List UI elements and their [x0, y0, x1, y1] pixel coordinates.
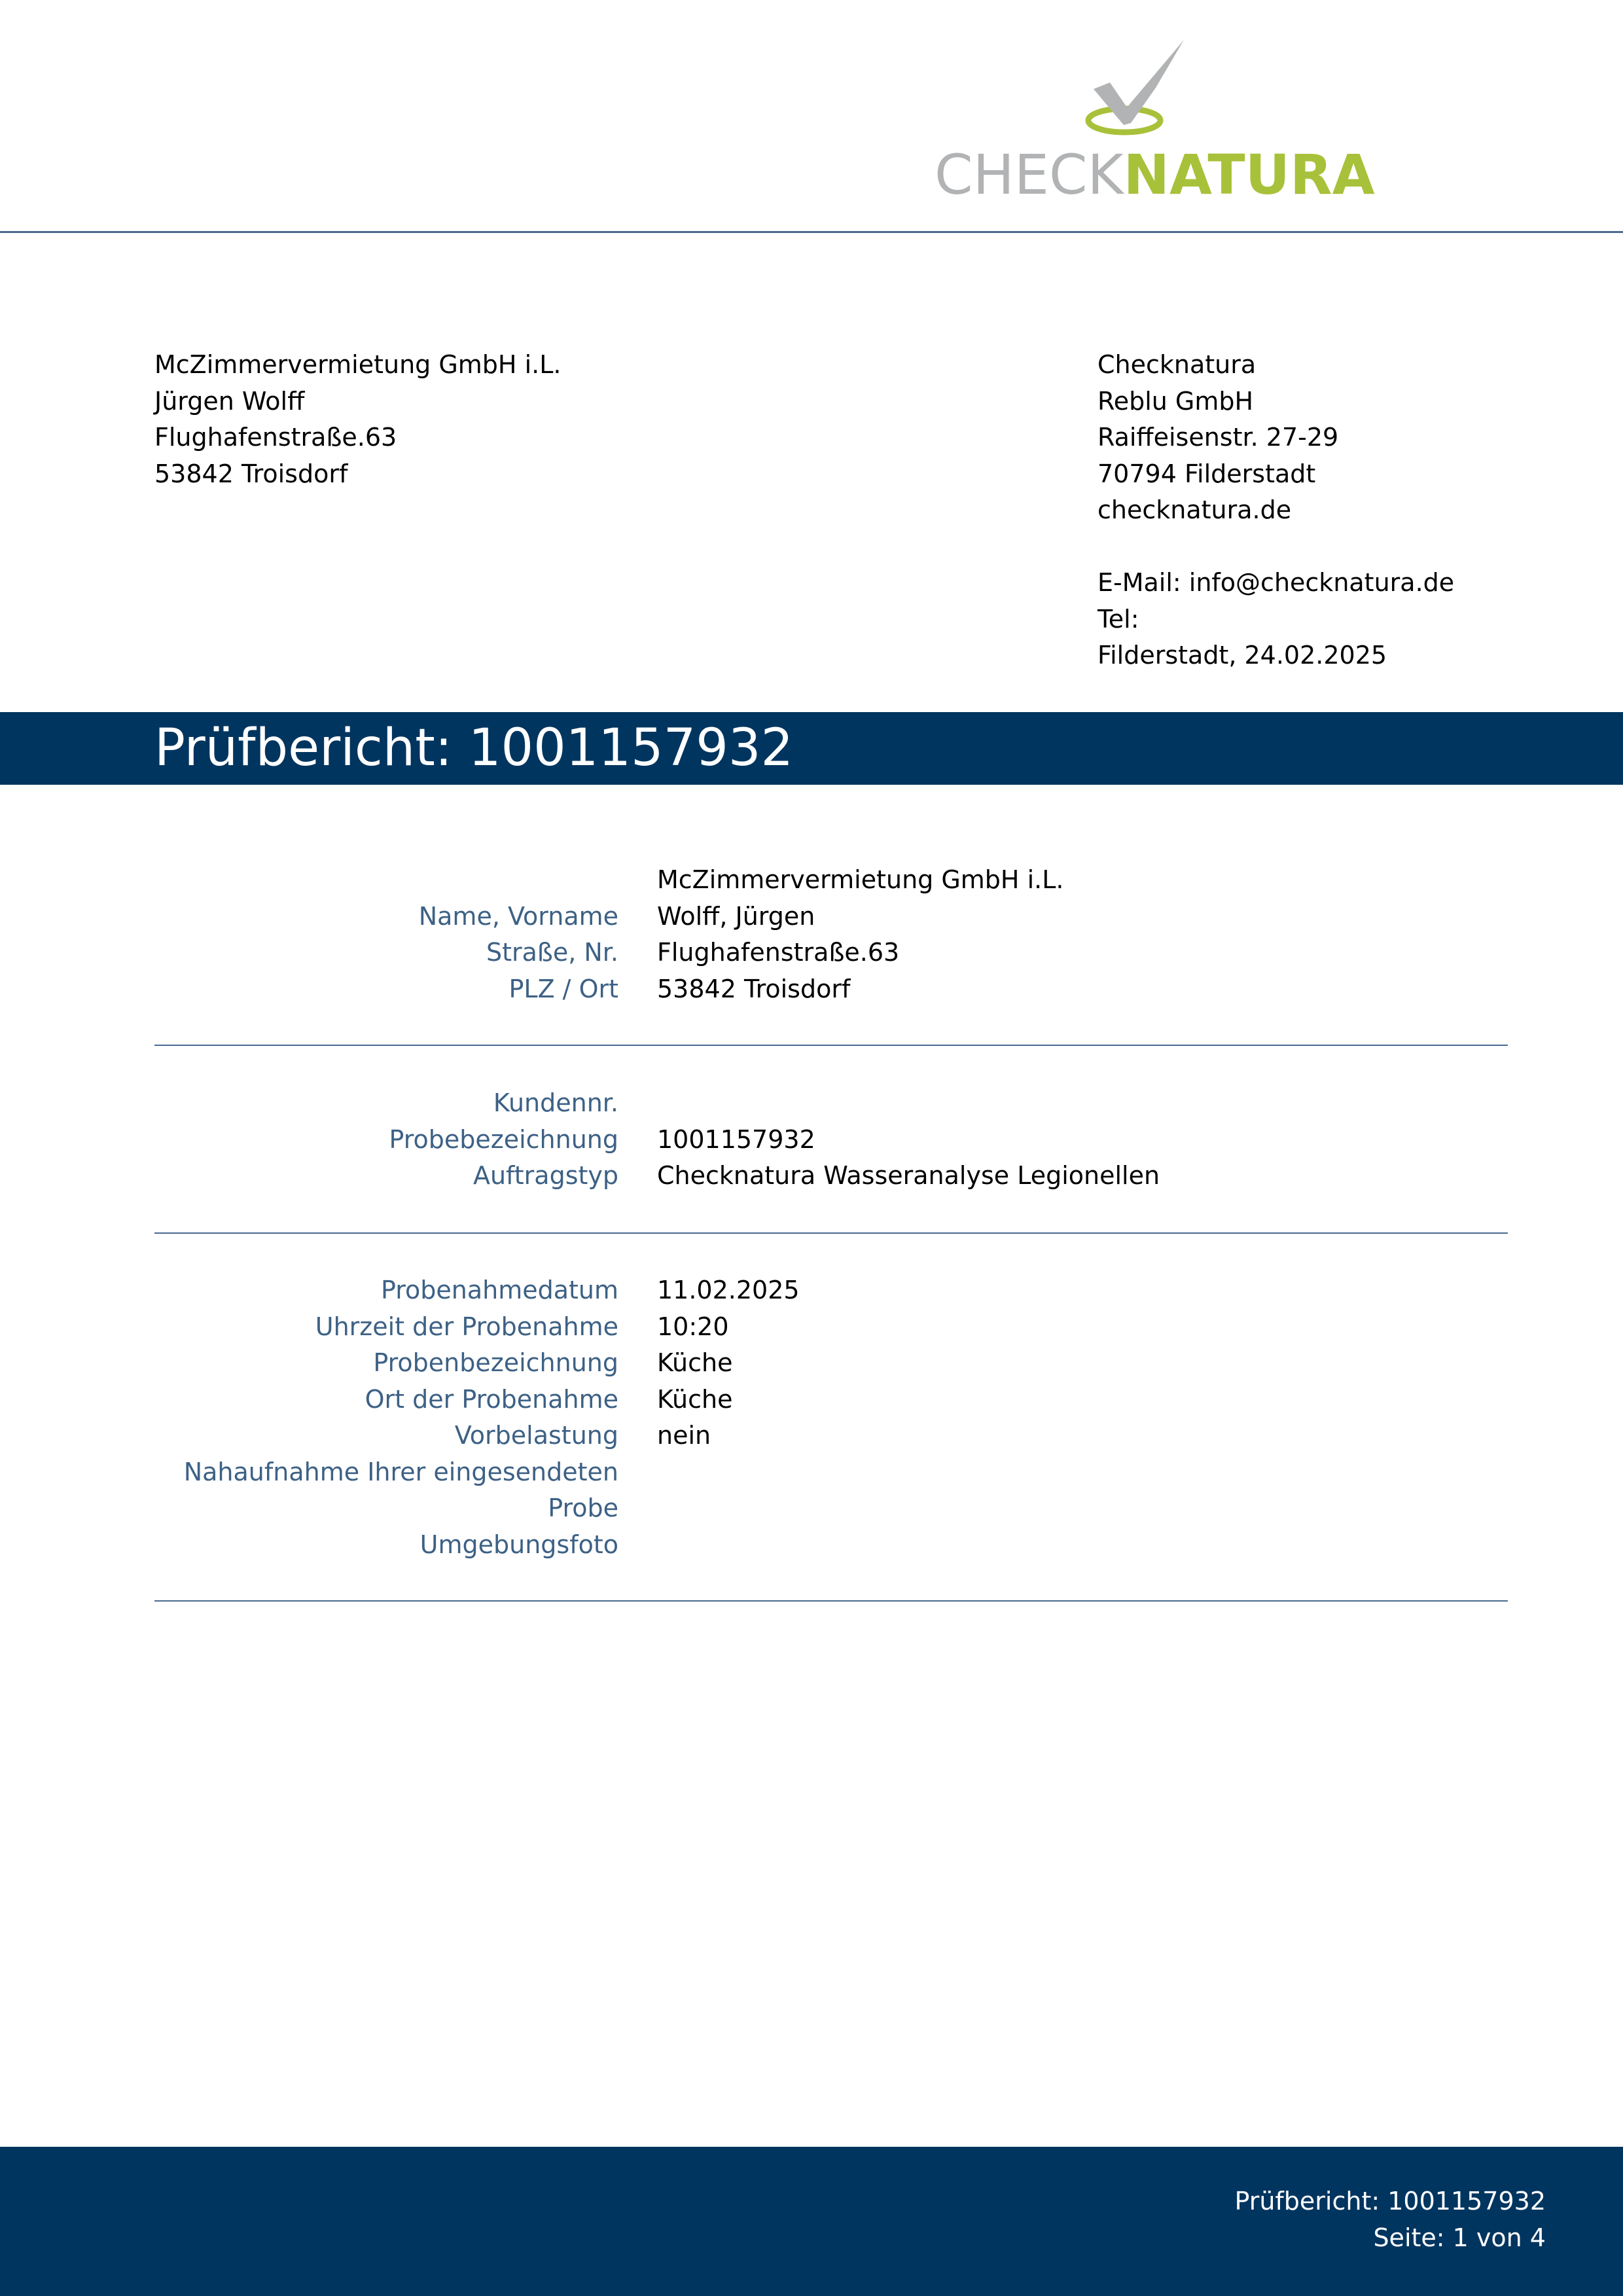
logo-text	[935, 143, 1375, 207]
header-rule	[0, 231, 1623, 233]
sample-id-label: Probebezeichnung	[389, 1124, 618, 1154]
customer-city-row	[0, 971, 1623, 1008]
sample-closeup-label-line2: Probe	[548, 1494, 618, 1522]
sample-name-value: Küche	[657, 1348, 733, 1377]
sample-environment-row	[0, 1527, 1623, 1564]
logo-text-natura: NATURA	[1123, 143, 1375, 207]
sample-date-label: Probenahmedatum	[380, 1276, 618, 1304]
logo-text-check: CHECK	[935, 143, 1124, 207]
customer-street-label: Straße, Nr.	[486, 938, 618, 967]
customer-name-label: Name, Vorname	[418, 901, 618, 931]
customer-company-row	[0, 862, 1623, 899]
sender-city: 70794 Filderstadt	[1097, 459, 1316, 488]
sample-section	[0, 1272, 1623, 1563]
sample-name-row	[0, 1345, 1623, 1382]
footer-page-number: Seite: 1 von 4	[1373, 2223, 1546, 2252]
sender-address	[1097, 347, 1454, 674]
customer-company-value: McZimmervermietung GmbH i.L.	[657, 865, 1064, 894]
sample-id-value: 1001157932	[657, 1124, 815, 1154]
sample-preload-value: nein	[657, 1421, 711, 1450]
customer-city-label: PLZ / Ort	[508, 974, 618, 1003]
customer-city-value: 53842 Troisdorf	[657, 974, 851, 1003]
footer-text	[1234, 2183, 1546, 2256]
sender-place-date: Filderstadt, 24.02.2025	[1097, 641, 1387, 670]
order-type-value: Checknatura Wasseranalyse Legionellen	[657, 1161, 1160, 1190]
sample-time-row	[0, 1309, 1623, 1346]
recipient-city: 53842 Troisdorf	[154, 459, 348, 488]
section-divider	[154, 1232, 1508, 1234]
sample-preload-label: Vorbelastung	[454, 1421, 618, 1450]
checknatura-logo	[933, 39, 1375, 207]
page-footer	[0, 2147, 1623, 2296]
order-type-row	[0, 1158, 1623, 1194]
sample-preload-row	[0, 1418, 1623, 1454]
customer-street-value: Flughafenstraße.63	[657, 938, 900, 967]
footer-report-number: Prüfbericht: 1001157932	[1234, 2187, 1546, 2215]
customer-number-row	[0, 1085, 1623, 1122]
sample-closeup-row	[0, 1454, 1623, 1491]
recipient-address	[154, 347, 561, 492]
sender-email: E-Mail: info@checknatura.de	[1097, 568, 1455, 597]
order-section	[0, 1085, 1623, 1194]
customer-name-row	[0, 899, 1623, 935]
sender-brand: Checknatura	[1097, 350, 1257, 379]
sender-tel: Tel:	[1097, 604, 1139, 634]
sample-location-row	[0, 1382, 1623, 1418]
sample-closeup-row-cont	[0, 1490, 1623, 1527]
sample-location-label: Ort der Probenahme	[365, 1384, 618, 1414]
sample-environment-label: Umgebungsfoto	[419, 1530, 618, 1559]
section-divider	[154, 1600, 1508, 1602]
recipient-person: Jürgen Wolff	[154, 386, 305, 416]
sample-name-label: Probenbezeichnung	[373, 1348, 618, 1377]
sample-time-label: Uhrzeit der Probenahme	[315, 1312, 618, 1341]
sender-street: Raiffeisenstr. 27-29	[1097, 423, 1339, 452]
report-title: Prüfbericht: 1001157932	[154, 719, 794, 778]
sample-date-row	[0, 1272, 1623, 1309]
sender-website: checknatura.de	[1097, 495, 1292, 524]
title-band	[0, 712, 1623, 785]
customer-number-label: Kundennr.	[493, 1088, 618, 1117]
customer-section	[0, 862, 1623, 1007]
sample-date-value: 11.02.2025	[657, 1276, 800, 1304]
sender-spacer	[1097, 529, 1454, 565]
sender-company: Reblu GmbH	[1097, 386, 1254, 416]
sample-time-value: 10:20	[657, 1312, 729, 1341]
order-type-label: Auftragstyp	[473, 1161, 618, 1190]
sample-location-value: Küche	[657, 1384, 733, 1414]
sample-id-row	[0, 1122, 1623, 1158]
sample-closeup-label-line1: Nahaufnahme Ihrer eingesendeten	[183, 1457, 618, 1486]
recipient-street: Flughafenstraße.63	[154, 423, 397, 452]
section-divider	[154, 1045, 1508, 1046]
customer-street-row	[0, 935, 1623, 971]
recipient-company: McZimmervermietung GmbH i.L.	[154, 350, 562, 379]
customer-name-value: Wolff, Jürgen	[657, 901, 815, 931]
